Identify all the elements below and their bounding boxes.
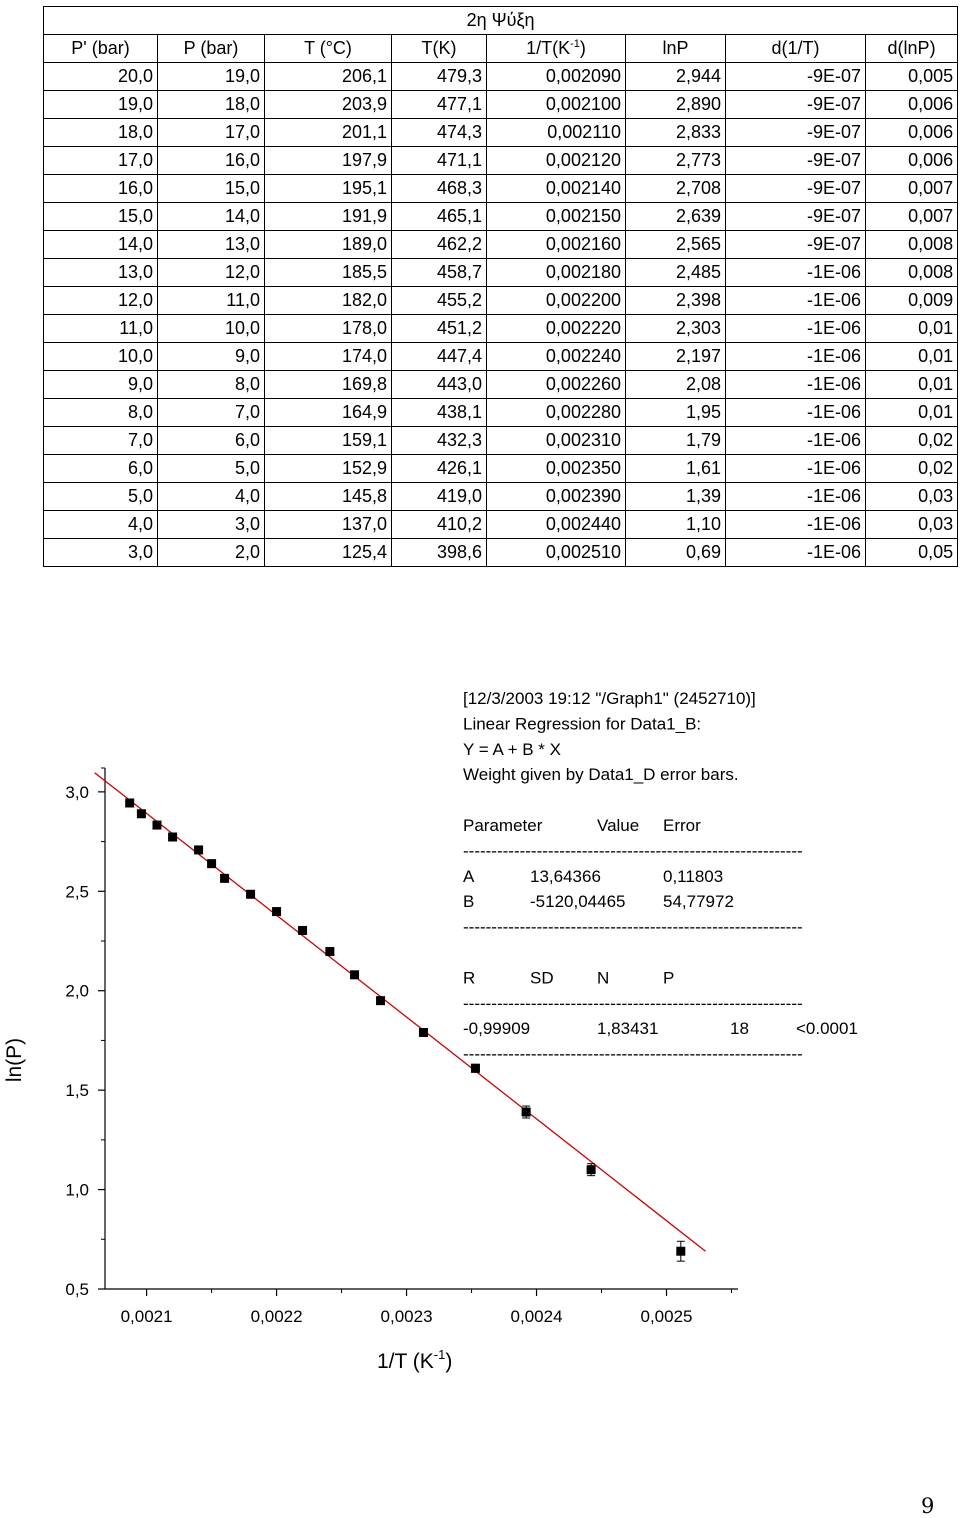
data-point [152, 821, 161, 830]
table-cell: 398,6 [392, 539, 487, 567]
table-cell: 0,002180 [487, 259, 626, 287]
table-cell: 0,007 [866, 175, 958, 203]
table-cell: 206,1 [265, 63, 392, 91]
table-cell: 0,002510 [487, 539, 626, 567]
table-row [44, 371, 958, 399]
table-cell: 2,197 [626, 343, 726, 371]
table-cell: -1E-06 [726, 371, 866, 399]
y-tick-label: 1,5 [65, 1081, 89, 1101]
table-cell: 0,008 [866, 231, 958, 259]
table-cell: 0,69 [626, 539, 726, 567]
table-row [44, 315, 958, 343]
table-cell: 0,002260 [487, 371, 626, 399]
data-point [220, 874, 229, 883]
data-point [471, 1064, 480, 1073]
table-cell: 0,002240 [487, 343, 626, 371]
table-cell: 2,485 [626, 259, 726, 287]
table-cell: 0,01 [866, 399, 958, 427]
table-row [44, 483, 958, 511]
table-cell: 3,0 [158, 511, 265, 539]
table-cell: 191,9 [265, 203, 392, 231]
table-row [44, 147, 958, 175]
regression-annotation-line: Weight given by Data1_D error bars. [463, 765, 739, 785]
table-cell: -9E-07 [726, 231, 866, 259]
regression-annotation-line: B -5120,04465 54,77972 [463, 892, 734, 912]
table-cell: 178,0 [265, 315, 392, 343]
table-row [44, 203, 958, 231]
table-cell: 0,007 [866, 203, 958, 231]
data-point [194, 845, 203, 854]
table-cell: 145,8 [265, 483, 392, 511]
table-cell: 13,0 [44, 259, 158, 287]
table-cell: 174,0 [265, 343, 392, 371]
table-cell: 443,0 [392, 371, 487, 399]
table-cell: 4,0 [44, 511, 158, 539]
table-cell: 479,3 [392, 63, 487, 91]
table-cell: 0,002140 [487, 175, 626, 203]
table-cell: 0,006 [866, 147, 958, 175]
table-cell: 16,0 [44, 175, 158, 203]
table-cell: 2,708 [626, 175, 726, 203]
table-cell: 0,002120 [487, 147, 626, 175]
table-body [44, 63, 958, 567]
table-cell: 458,7 [392, 259, 487, 287]
regression-annotation-line: Y = A + B * X [463, 739, 561, 759]
table-cell: 19,0 [158, 63, 265, 91]
regression-annotation-line: [12/3/2003 19:12 "/Graph1" (2452710)] [463, 689, 756, 708]
data-point [325, 947, 334, 956]
table-cell: 5,0 [44, 483, 158, 511]
data-point [676, 1247, 685, 1256]
table-cell: -1E-06 [726, 343, 866, 371]
y-axis-label: ln(P) [3, 1037, 26, 1083]
regression-annotation-line: ------------------------------------------------------------ [463, 841, 803, 861]
table-cell: 0,006 [866, 119, 958, 147]
table-cell: 7,0 [44, 427, 158, 455]
regression-annotation-line: A 13,64366 0,11803 [463, 866, 724, 886]
table-cell: 2,944 [626, 63, 726, 91]
table-cell: 197,9 [265, 147, 392, 175]
regression-annotation-line: ------------------------------------------------------------ [463, 917, 803, 937]
table-cell: 0,005 [866, 63, 958, 91]
table-row [44, 287, 958, 315]
table-cell: 11,0 [158, 287, 265, 315]
table-cell: -9E-07 [726, 119, 866, 147]
x-tick-label: 0,0025 [640, 1307, 693, 1326]
table-cell: 9,0 [158, 343, 265, 371]
table-row [44, 175, 958, 203]
table-title: 2η Ψύξη [44, 7, 958, 35]
table-cell: 2,08 [626, 371, 726, 399]
table-cell: 19,0 [44, 91, 158, 119]
x-tick-label: 0,0022 [250, 1307, 303, 1326]
table-cell: 0,002160 [487, 231, 626, 259]
table-row [44, 343, 958, 371]
table-cell: 0,006 [866, 91, 958, 119]
x-tick-label: 0,0021 [120, 1307, 173, 1326]
column-header: d(lnP) [866, 35, 958, 63]
table-cell: 0,03 [866, 511, 958, 539]
table-cell: 18,0 [158, 91, 265, 119]
data-point [207, 859, 216, 868]
table-cell: -1E-06 [726, 399, 866, 427]
column-header-inverse-temperature: $1/T(K^{-1})$ [487, 35, 626, 63]
column-header: T(K) [392, 35, 487, 63]
regression-annotation-line: -0,99909 1,83431 18 <0.0001 [463, 1019, 858, 1039]
table-cell: 1,95 [626, 399, 726, 427]
column-header: d(1/T) [726, 35, 866, 63]
y-tick-label: 3,0 [65, 782, 89, 802]
table-cell: 2,639 [626, 203, 726, 231]
table-row [44, 63, 958, 91]
table-cell: 10,0 [158, 315, 265, 343]
table-cell: 1,39 [626, 483, 726, 511]
table-row [44, 91, 958, 119]
table-cell: 471,1 [392, 147, 487, 175]
table-cell: 0,002440 [487, 511, 626, 539]
table-cell: 410,2 [392, 511, 487, 539]
regression-annotation-line: ------------------------------------------------------------ [463, 1044, 803, 1064]
table-cell: 169,8 [265, 371, 392, 399]
column-header: P' (bar) [44, 35, 158, 63]
table-cell: 468,3 [392, 175, 487, 203]
table-cell: 2,773 [626, 147, 726, 175]
table-row [44, 231, 958, 259]
table-cell: -1E-06 [726, 427, 866, 455]
table-row [44, 259, 958, 287]
table-cell: 1,79 [626, 427, 726, 455]
table-cell: 447,4 [392, 343, 487, 371]
table-cell: 182,0 [265, 287, 392, 315]
data-point [246, 890, 255, 899]
table-cell: 474,3 [392, 119, 487, 147]
table-cell: 5,0 [158, 455, 265, 483]
table-cell: 0,01 [866, 315, 958, 343]
x-tick-label: 0,0023 [380, 1307, 433, 1326]
table-row [44, 539, 958, 567]
table-header-row [44, 35, 958, 63]
regression-annotation-line: R SD N P [463, 968, 675, 988]
column-header: P (bar) [158, 35, 265, 63]
table-cell: 8,0 [158, 371, 265, 399]
table-cell: 164,9 [265, 399, 392, 427]
table-cell: 4,0 [158, 483, 265, 511]
table-cell: 18,0 [44, 119, 158, 147]
table-row [44, 399, 958, 427]
table-cell: 451,2 [392, 315, 487, 343]
table-cell: 20,0 [44, 63, 158, 91]
table-cell: 1,61 [626, 455, 726, 483]
regression-annotation-line: ------------------------------------------------------------ [463, 993, 803, 1013]
table-cell: -1E-06 [726, 455, 866, 483]
table-cell: 9,0 [44, 371, 158, 399]
table-cell: 0,05 [866, 539, 958, 567]
x-axis-label: 1/T $(K^{-1})$ [377, 1347, 453, 1373]
data-table [43, 6, 958, 567]
table-cell: 185,5 [265, 259, 392, 287]
data-point [522, 1108, 531, 1117]
table-cell: 0,002390 [487, 483, 626, 511]
table-cell: 2,833 [626, 119, 726, 147]
table-cell: 0,002310 [487, 427, 626, 455]
table-cell: -9E-07 [726, 91, 866, 119]
table-row [44, 119, 958, 147]
table-cell: 462,2 [392, 231, 487, 259]
table-cell: 0,03 [866, 483, 958, 511]
table-cell: -9E-07 [726, 175, 866, 203]
table-cell: 0,002110 [487, 119, 626, 147]
table-cell: 152,9 [265, 455, 392, 483]
y-tick-label: 0,5 [65, 1280, 89, 1299]
table-cell: 477,1 [392, 91, 487, 119]
table-cell: 15,0 [44, 203, 158, 231]
table-cell: -1E-06 [726, 539, 866, 567]
table-cell: 419,0 [392, 483, 487, 511]
table-cell: 6,0 [158, 427, 265, 455]
data-point [350, 970, 359, 979]
table-cell: 3,0 [44, 539, 158, 567]
table-cell: 195,1 [265, 175, 392, 203]
column-header: T (°C) [265, 35, 392, 63]
table-cell: 2,890 [626, 91, 726, 119]
y-tick-label: 2,5 [65, 882, 89, 902]
table-cell: 12,0 [158, 259, 265, 287]
data-point [168, 833, 177, 842]
table-cell: 11,0 [44, 315, 158, 343]
y-tick-label: 2,0 [65, 981, 89, 1001]
table-cell: 432,3 [392, 427, 487, 455]
table-cell: 189,0 [265, 231, 392, 259]
table-cell: 17,0 [44, 147, 158, 175]
table-cell: 203,9 [265, 91, 392, 119]
data-point [137, 809, 146, 818]
data-point [587, 1165, 596, 1174]
table-cell: 159,1 [265, 427, 392, 455]
table-cell: 465,1 [392, 203, 487, 231]
table-cell: 0,002220 [487, 315, 626, 343]
table-cell: 438,1 [392, 399, 487, 427]
table-cell: 0,01 [866, 371, 958, 399]
x-tick-label: 0,0024 [510, 1307, 563, 1326]
table-cell: 1,10 [626, 511, 726, 539]
table-cell: 2,303 [626, 315, 726, 343]
table-cell: 0,002090 [487, 63, 626, 91]
table-cell: 6,0 [44, 455, 158, 483]
table-cell: 0,01 [866, 343, 958, 371]
table-cell: 0,02 [866, 427, 958, 455]
table-cell: -1E-06 [726, 483, 866, 511]
column-header: lnP [626, 35, 726, 63]
table-cell: 2,565 [626, 231, 726, 259]
page-number: 9 [921, 1494, 935, 1518]
data-point [125, 798, 134, 807]
table-cell: 13,0 [158, 231, 265, 259]
table-cell: 2,0 [158, 539, 265, 567]
y-tick-label: 1,0 [65, 1180, 89, 1200]
table-cell: 0,002280 [487, 399, 626, 427]
table-cell: -1E-06 [726, 511, 866, 539]
data-point [272, 907, 281, 916]
table-row [44, 455, 958, 483]
table-cell: 0,002200 [487, 287, 626, 315]
table-cell: -9E-07 [726, 147, 866, 175]
table-cell: 137,0 [265, 511, 392, 539]
table-cell: 12,0 [44, 287, 158, 315]
table-cell: -1E-06 [726, 287, 866, 315]
table-cell: 455,2 [392, 287, 487, 315]
table-cell: 14,0 [158, 203, 265, 231]
table-cell: 16,0 [158, 147, 265, 175]
table-row [44, 427, 958, 455]
regression-annotation-line: Parameter Value Error [463, 816, 701, 835]
table-cell: 0,02 [866, 455, 958, 483]
table-cell: 0,002100 [487, 91, 626, 119]
regression-chart [0, 600, 960, 1400]
table-cell: 0,002350 [487, 455, 626, 483]
table-cell: -1E-06 [726, 259, 866, 287]
table-cell: 10,0 [44, 343, 158, 371]
table-cell: 0,008 [866, 259, 958, 287]
table-cell: 8,0 [44, 399, 158, 427]
data-point [376, 996, 385, 1005]
data-point [419, 1028, 428, 1037]
table-cell: 17,0 [158, 119, 265, 147]
table-cell: 0,002150 [487, 203, 626, 231]
table-cell: 0,009 [866, 287, 958, 315]
table-cell: -9E-07 [726, 63, 866, 91]
table-cell: 14,0 [44, 231, 158, 259]
table-row [44, 511, 958, 539]
data-point [298, 926, 307, 935]
table-cell: 7,0 [158, 399, 265, 427]
table-cell: 125,4 [265, 539, 392, 567]
regression-annotation-line: Linear Regression for Data1_B: [463, 714, 702, 734]
table-cell: 426,1 [392, 455, 487, 483]
table-cell: -9E-07 [726, 203, 866, 231]
table-cell: 201,1 [265, 119, 392, 147]
table-cell: 15,0 [158, 175, 265, 203]
table-cell: 2,398 [626, 287, 726, 315]
table-cell: -1E-06 [726, 315, 866, 343]
